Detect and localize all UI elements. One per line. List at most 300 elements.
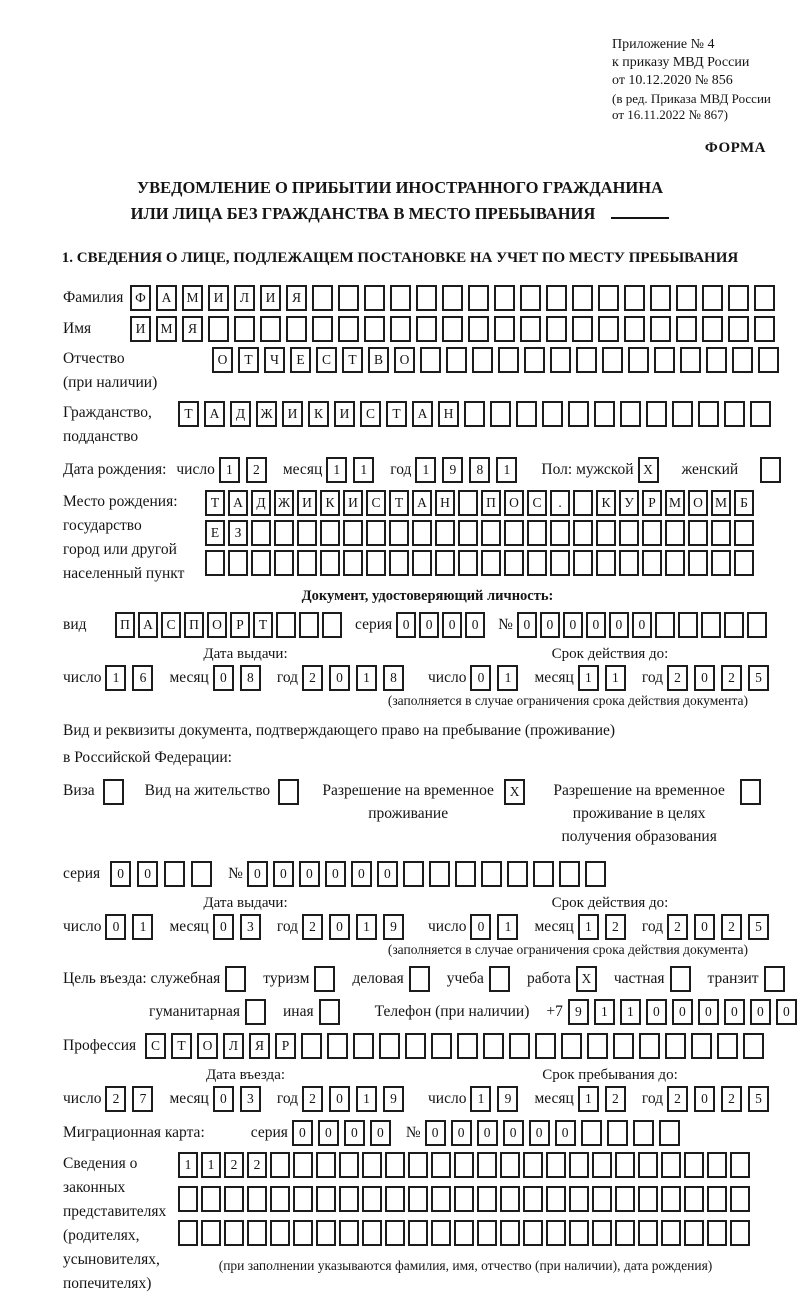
char-cell[interactable]	[585, 861, 606, 887]
char-cell[interactable]	[468, 316, 489, 342]
char-cell[interactable]	[408, 1220, 428, 1246]
char-cell[interactable]	[224, 1186, 244, 1212]
char-cell[interactable]: 1	[496, 457, 517, 483]
char-cell[interactable]	[431, 1152, 451, 1178]
char-cell[interactable]	[247, 1186, 267, 1212]
char-cell[interactable]: 2	[302, 665, 323, 691]
char-cell[interactable]	[234, 316, 255, 342]
char-cell[interactable]: 2	[224, 1152, 244, 1178]
char-cell[interactable]	[596, 520, 616, 546]
char-cell[interactable]	[385, 1186, 405, 1212]
char-cell[interactable]: И	[343, 490, 363, 516]
char-cell[interactable]	[732, 347, 753, 373]
char-cell[interactable]: 0	[396, 612, 416, 638]
char-cell[interactable]	[276, 612, 296, 638]
char-cell[interactable]	[343, 520, 363, 546]
char-cell[interactable]	[672, 401, 693, 427]
char-cell[interactable]: О	[207, 612, 227, 638]
char-cell[interactable]	[412, 550, 432, 576]
char-cell[interactable]: 9	[497, 1086, 518, 1112]
char-cell[interactable]	[615, 1152, 635, 1178]
char-cell[interactable]: С	[366, 490, 386, 516]
char-cell[interactable]: С	[360, 401, 381, 427]
char-cell[interactable]: 1	[132, 914, 153, 940]
char-cell[interactable]	[524, 347, 545, 373]
char-cell[interactable]: О	[197, 1033, 218, 1059]
char-cell[interactable]	[405, 1033, 426, 1059]
char-cell[interactable]	[270, 1220, 290, 1246]
char-cell[interactable]	[676, 316, 697, 342]
char-cell[interactable]	[684, 1152, 704, 1178]
char-cell[interactable]	[642, 550, 662, 576]
char-cell[interactable]: Я	[249, 1033, 270, 1059]
char-cell[interactable]: М	[711, 490, 731, 516]
char-cell[interactable]	[224, 1220, 244, 1246]
char-cell[interactable]: 0	[273, 861, 294, 887]
char-cell[interactable]: 0	[318, 1120, 339, 1146]
char-cell[interactable]: 0	[110, 861, 131, 887]
char-cell[interactable]: 2	[246, 457, 267, 483]
char-cell[interactable]	[711, 550, 731, 576]
char-cell[interactable]	[730, 1220, 750, 1246]
char-cell[interactable]: И	[208, 285, 229, 311]
char-cell[interactable]	[274, 550, 294, 576]
char-cell[interactable]	[728, 316, 749, 342]
char-cell[interactable]: А	[138, 612, 158, 638]
char-cell[interactable]	[633, 1120, 654, 1146]
char-cell[interactable]	[642, 520, 662, 546]
char-cell[interactable]: О	[212, 347, 233, 373]
char-cell[interactable]	[569, 1220, 589, 1246]
char-cell[interactable]	[598, 316, 619, 342]
char-cell[interactable]: Е	[290, 347, 311, 373]
char-cell[interactable]	[680, 347, 701, 373]
char-cell[interactable]: 2	[667, 914, 688, 940]
char-cell[interactable]	[650, 285, 671, 311]
char-cell[interactable]: 9	[383, 914, 404, 940]
char-cell[interactable]	[379, 1033, 400, 1059]
char-cell[interactable]	[592, 1152, 612, 1178]
char-cell[interactable]: 0	[329, 914, 350, 940]
char-cell[interactable]: Д	[230, 401, 251, 427]
char-cell[interactable]	[638, 1152, 658, 1178]
char-cell[interactable]: О	[504, 490, 524, 516]
char-cell[interactable]	[516, 401, 537, 427]
char-cell[interactable]	[676, 285, 697, 311]
char-cell[interactable]	[390, 316, 411, 342]
char-cell[interactable]	[527, 550, 547, 576]
char-cell[interactable]	[550, 520, 570, 546]
char-cell[interactable]: 5	[748, 665, 769, 691]
char-cell[interactable]: П	[481, 490, 501, 516]
char-cell[interactable]: 0	[425, 1120, 446, 1146]
char-cell[interactable]: 1	[178, 1152, 198, 1178]
char-cell[interactable]: 0	[503, 1120, 524, 1146]
char-cell[interactable]	[201, 1186, 221, 1212]
char-cell[interactable]	[416, 285, 437, 311]
char-cell[interactable]	[639, 1033, 660, 1059]
char-cell[interactable]	[754, 316, 775, 342]
char-cell[interactable]	[728, 285, 749, 311]
char-cell[interactable]	[659, 1120, 680, 1146]
char-cell[interactable]: Т	[386, 401, 407, 427]
char-cell[interactable]	[429, 861, 450, 887]
char-cell[interactable]: 0	[776, 999, 797, 1025]
char-cell[interactable]: 0	[555, 1120, 576, 1146]
char-cell[interactable]: 0	[247, 861, 268, 887]
char-cell[interactable]	[420, 347, 441, 373]
char-cell[interactable]: 0	[470, 914, 491, 940]
char-cell[interactable]: 0	[451, 1120, 472, 1146]
char-cell[interactable]: П	[115, 612, 135, 638]
char-cell[interactable]	[764, 966, 785, 992]
char-cell[interactable]	[316, 1152, 336, 1178]
char-cell[interactable]: 3	[240, 1086, 261, 1112]
char-cell[interactable]: Р	[275, 1033, 296, 1059]
char-cell[interactable]	[550, 347, 571, 373]
char-cell[interactable]	[542, 401, 563, 427]
char-cell[interactable]: 2	[667, 1086, 688, 1112]
char-cell[interactable]: .	[550, 490, 570, 516]
char-cell[interactable]: X	[504, 779, 525, 805]
char-cell[interactable]: А	[156, 285, 177, 311]
char-cell[interactable]: И	[334, 401, 355, 427]
char-cell[interactable]	[442, 316, 463, 342]
char-cell[interactable]: 2	[605, 1086, 626, 1112]
char-cell[interactable]: 0	[419, 612, 439, 638]
char-cell[interactable]: М	[156, 316, 177, 342]
char-cell[interactable]: 0	[529, 1120, 550, 1146]
char-cell[interactable]	[507, 861, 528, 887]
char-cell[interactable]	[500, 1220, 520, 1246]
char-cell[interactable]	[343, 550, 363, 576]
char-cell[interactable]: 0	[517, 612, 537, 638]
char-cell[interactable]	[546, 1220, 566, 1246]
char-cell[interactable]	[717, 1033, 738, 1059]
char-cell[interactable]	[661, 1186, 681, 1212]
char-cell[interactable]	[320, 520, 340, 546]
char-cell[interactable]	[251, 520, 271, 546]
char-cell[interactable]	[620, 401, 641, 427]
char-cell[interactable]: 0	[724, 999, 745, 1025]
char-cell[interactable]	[327, 1033, 348, 1059]
char-cell[interactable]: У	[619, 490, 639, 516]
char-cell[interactable]: 2	[721, 914, 742, 940]
char-cell[interactable]	[665, 550, 685, 576]
char-cell[interactable]	[688, 520, 708, 546]
char-cell[interactable]: 9	[568, 999, 589, 1025]
char-cell[interactable]	[245, 999, 266, 1025]
char-cell[interactable]: 1	[415, 457, 436, 483]
char-cell[interactable]: 1	[578, 1086, 599, 1112]
char-cell[interactable]	[338, 316, 359, 342]
char-cell[interactable]	[362, 1220, 382, 1246]
char-cell[interactable]	[364, 285, 385, 311]
char-cell[interactable]	[758, 347, 779, 373]
char-cell[interactable]	[297, 520, 317, 546]
char-cell[interactable]	[500, 1186, 520, 1212]
char-cell[interactable]	[523, 1220, 543, 1246]
char-cell[interactable]	[455, 861, 476, 887]
char-cell[interactable]	[472, 347, 493, 373]
char-cell[interactable]	[322, 612, 342, 638]
char-cell[interactable]: 0	[646, 999, 667, 1025]
char-cell[interactable]	[103, 779, 124, 805]
char-cell[interactable]	[654, 347, 675, 373]
char-cell[interactable]	[581, 1120, 602, 1146]
char-cell[interactable]	[225, 966, 246, 992]
char-cell[interactable]	[477, 1152, 497, 1178]
char-cell[interactable]	[316, 1220, 336, 1246]
char-cell[interactable]	[247, 1220, 267, 1246]
char-cell[interactable]: 0	[351, 861, 372, 887]
char-cell[interactable]	[314, 966, 335, 992]
char-cell[interactable]	[490, 401, 511, 427]
char-cell[interactable]	[366, 520, 386, 546]
char-cell[interactable]: 1	[356, 665, 377, 691]
char-cell[interactable]: 1	[219, 457, 240, 483]
char-cell[interactable]	[390, 285, 411, 311]
char-cell[interactable]: Л	[223, 1033, 244, 1059]
char-cell[interactable]: И	[297, 490, 317, 516]
char-cell[interactable]: 0	[442, 612, 462, 638]
char-cell[interactable]	[164, 861, 185, 887]
char-cell[interactable]: 9	[383, 1086, 404, 1112]
char-cell[interactable]	[760, 457, 781, 483]
char-cell[interactable]: 0	[299, 861, 320, 887]
char-cell[interactable]: Б	[734, 490, 754, 516]
char-cell[interactable]: О	[394, 347, 415, 373]
char-cell[interactable]	[661, 1220, 681, 1246]
char-cell[interactable]	[312, 285, 333, 311]
char-cell[interactable]	[546, 1186, 566, 1212]
char-cell[interactable]: 5	[748, 1086, 769, 1112]
char-cell[interactable]	[320, 550, 340, 576]
char-cell[interactable]: 5	[748, 914, 769, 940]
char-cell[interactable]	[587, 1033, 608, 1059]
char-cell[interactable]: 7	[132, 1086, 153, 1112]
char-cell[interactable]	[707, 1220, 727, 1246]
char-cell[interactable]: Т	[205, 490, 225, 516]
char-cell[interactable]	[431, 1186, 451, 1212]
char-cell[interactable]: 0	[137, 861, 158, 887]
char-cell[interactable]	[724, 612, 744, 638]
char-cell[interactable]	[191, 861, 212, 887]
char-cell[interactable]: 0	[694, 665, 715, 691]
char-cell[interactable]: Т	[253, 612, 273, 638]
char-cell[interactable]: 0	[213, 1086, 234, 1112]
char-cell[interactable]	[498, 347, 519, 373]
char-cell[interactable]	[494, 316, 515, 342]
char-cell[interactable]	[602, 347, 623, 373]
char-cell[interactable]	[550, 550, 570, 576]
char-cell[interactable]	[364, 316, 385, 342]
char-cell[interactable]	[520, 316, 541, 342]
char-cell[interactable]	[274, 520, 294, 546]
char-cell[interactable]	[431, 1033, 452, 1059]
char-cell[interactable]: 0	[213, 914, 234, 940]
char-cell[interactable]	[339, 1186, 359, 1212]
char-cell[interactable]	[624, 316, 645, 342]
char-cell[interactable]	[730, 1152, 750, 1178]
char-cell[interactable]	[750, 401, 771, 427]
char-cell[interactable]	[691, 1033, 712, 1059]
char-cell[interactable]	[520, 285, 541, 311]
char-cell[interactable]: 2	[247, 1152, 267, 1178]
char-cell[interactable]	[201, 1220, 221, 1246]
char-cell[interactable]: 0	[694, 914, 715, 940]
char-cell[interactable]: 1	[497, 665, 518, 691]
char-cell[interactable]	[615, 1186, 635, 1212]
char-cell[interactable]	[661, 1152, 681, 1178]
char-cell[interactable]	[754, 285, 775, 311]
char-cell[interactable]: Ж	[256, 401, 277, 427]
char-cell[interactable]: А	[204, 401, 225, 427]
char-cell[interactable]	[500, 1152, 520, 1178]
char-cell[interactable]	[533, 861, 554, 887]
char-cell[interactable]	[481, 520, 501, 546]
char-cell[interactable]	[573, 490, 593, 516]
char-cell[interactable]: 0	[586, 612, 606, 638]
char-cell[interactable]	[670, 966, 691, 992]
char-cell[interactable]	[573, 550, 593, 576]
char-cell[interactable]: 0	[540, 612, 560, 638]
char-cell[interactable]: 1	[356, 1086, 377, 1112]
char-cell[interactable]: 0	[344, 1120, 365, 1146]
char-cell[interactable]	[638, 1220, 658, 1246]
char-cell[interactable]	[724, 401, 745, 427]
char-cell[interactable]: А	[412, 401, 433, 427]
char-cell[interactable]: С	[527, 490, 547, 516]
char-cell[interactable]	[389, 550, 409, 576]
char-cell[interactable]	[454, 1186, 474, 1212]
char-cell[interactable]	[458, 550, 478, 576]
char-cell[interactable]: 2	[105, 1086, 126, 1112]
char-cell[interactable]	[711, 520, 731, 546]
char-cell[interactable]: 0	[105, 914, 126, 940]
char-cell[interactable]	[572, 285, 593, 311]
char-cell[interactable]: Ч	[264, 347, 285, 373]
char-cell[interactable]: Л	[234, 285, 255, 311]
char-cell[interactable]: 1	[578, 914, 599, 940]
char-cell[interactable]	[740, 779, 761, 805]
char-cell[interactable]	[707, 1152, 727, 1178]
char-cell[interactable]	[523, 1186, 543, 1212]
char-cell[interactable]	[362, 1152, 382, 1178]
char-cell[interactable]	[596, 550, 616, 576]
char-cell[interactable]: 0	[609, 612, 629, 638]
char-cell[interactable]	[619, 520, 639, 546]
char-cell[interactable]	[702, 285, 723, 311]
char-cell[interactable]	[592, 1220, 612, 1246]
char-cell[interactable]: 0	[694, 1086, 715, 1112]
char-cell[interactable]: 1	[353, 457, 374, 483]
char-cell[interactable]: К	[320, 490, 340, 516]
char-cell[interactable]	[665, 1033, 686, 1059]
char-cell[interactable]	[665, 520, 685, 546]
char-cell[interactable]: 1	[470, 1086, 491, 1112]
char-cell[interactable]	[403, 861, 424, 887]
char-cell[interactable]: Ж	[274, 490, 294, 516]
char-cell[interactable]: Т	[178, 401, 199, 427]
char-cell[interactable]	[592, 1186, 612, 1212]
char-cell[interactable]: М	[182, 285, 203, 311]
char-cell[interactable]	[638, 1186, 658, 1212]
char-cell[interactable]	[730, 1186, 750, 1212]
char-cell[interactable]: Р	[642, 490, 662, 516]
char-cell[interactable]: 0	[477, 1120, 498, 1146]
char-cell[interactable]	[270, 1152, 290, 1178]
char-cell[interactable]	[385, 1220, 405, 1246]
char-cell[interactable]	[260, 316, 281, 342]
char-cell[interactable]: Р	[230, 612, 250, 638]
char-cell[interactable]	[458, 490, 478, 516]
char-cell[interactable]: З	[228, 520, 248, 546]
char-cell[interactable]	[316, 1186, 336, 1212]
char-cell[interactable]: Т	[389, 490, 409, 516]
char-cell[interactable]	[504, 550, 524, 576]
char-cell[interactable]	[546, 316, 567, 342]
char-cell[interactable]	[338, 285, 359, 311]
char-cell[interactable]	[678, 612, 698, 638]
char-cell[interactable]	[435, 520, 455, 546]
char-cell[interactable]	[278, 779, 299, 805]
char-cell[interactable]: X	[576, 966, 597, 992]
char-cell[interactable]	[312, 316, 333, 342]
char-cell[interactable]: Т	[171, 1033, 192, 1059]
char-cell[interactable]: 1	[497, 914, 518, 940]
char-cell[interactable]: Я	[182, 316, 203, 342]
char-cell[interactable]: Д	[251, 490, 271, 516]
char-cell[interactable]	[527, 520, 547, 546]
char-cell[interactable]	[535, 1033, 556, 1059]
char-cell[interactable]: 0	[470, 665, 491, 691]
char-cell[interactable]: 0	[329, 1086, 350, 1112]
char-cell[interactable]: 1	[605, 665, 626, 691]
char-cell[interactable]	[353, 1033, 374, 1059]
char-cell[interactable]: С	[161, 612, 181, 638]
char-cell[interactable]	[457, 1033, 478, 1059]
char-cell[interactable]	[688, 550, 708, 576]
char-cell[interactable]: 2	[605, 914, 626, 940]
char-cell[interactable]: О	[688, 490, 708, 516]
char-cell[interactable]	[706, 347, 727, 373]
char-cell[interactable]	[698, 401, 719, 427]
char-cell[interactable]: 0	[377, 861, 398, 887]
char-cell[interactable]	[504, 520, 524, 546]
char-cell[interactable]	[408, 1186, 428, 1212]
char-cell[interactable]: 1	[578, 665, 599, 691]
char-cell[interactable]	[576, 347, 597, 373]
char-cell[interactable]	[385, 1152, 405, 1178]
char-cell[interactable]	[572, 316, 593, 342]
char-cell[interactable]: 2	[721, 1086, 742, 1112]
char-cell[interactable]: 0	[465, 612, 485, 638]
char-cell[interactable]: А	[412, 490, 432, 516]
char-cell[interactable]: 2	[302, 1086, 323, 1112]
char-cell[interactable]	[734, 520, 754, 546]
char-cell[interactable]	[178, 1186, 198, 1212]
char-cell[interactable]	[481, 861, 502, 887]
char-cell[interactable]: 1	[620, 999, 641, 1025]
char-cell[interactable]: С	[145, 1033, 166, 1059]
char-cell[interactable]: М	[665, 490, 685, 516]
char-cell[interactable]	[178, 1220, 198, 1246]
char-cell[interactable]	[702, 316, 723, 342]
char-cell[interactable]	[408, 1152, 428, 1178]
char-cell[interactable]	[701, 612, 721, 638]
char-cell[interactable]: К	[596, 490, 616, 516]
